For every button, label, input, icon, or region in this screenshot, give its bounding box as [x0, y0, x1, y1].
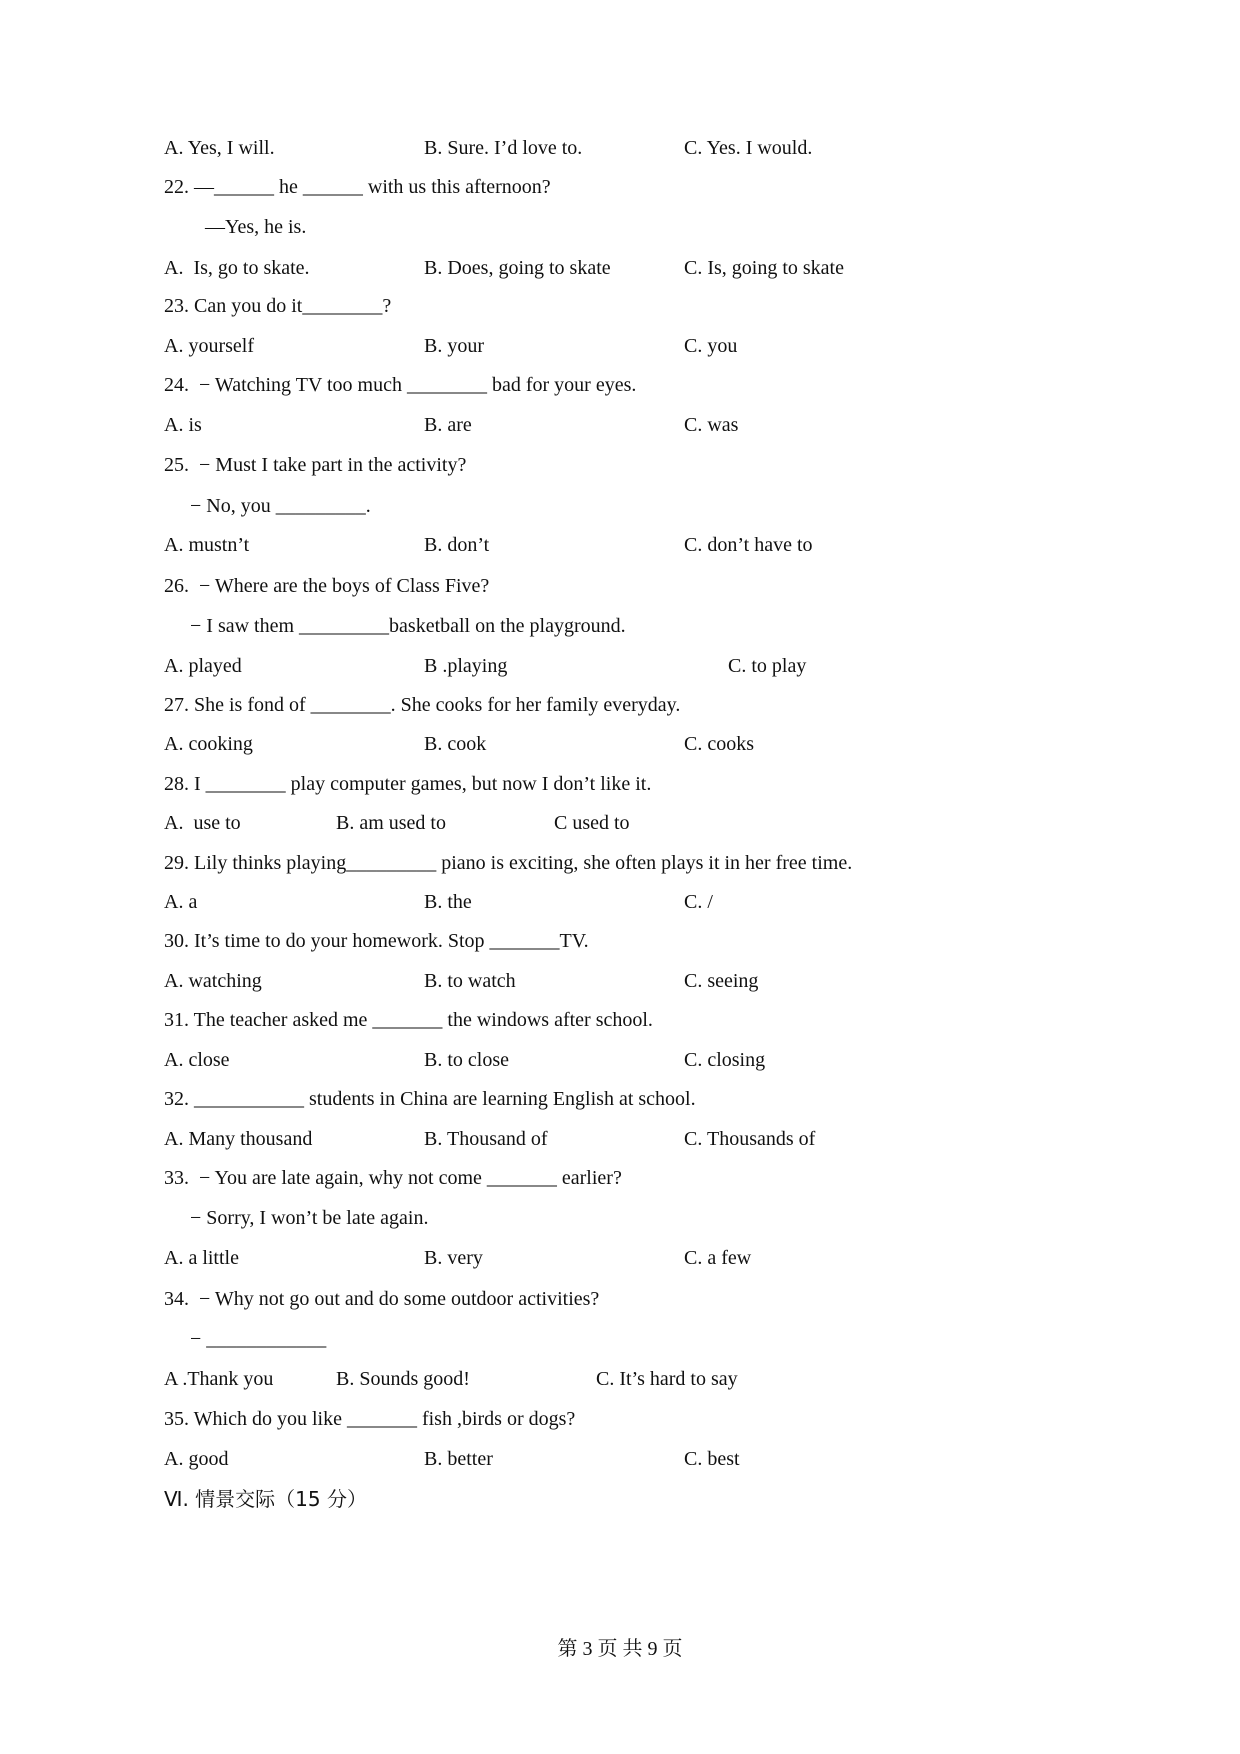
option-c: C. was	[684, 414, 739, 436]
option-c: C. seeing	[684, 970, 759, 992]
option-a: A. yourself	[164, 335, 254, 357]
page-footer: 第 3 页 共 9 页	[557, 1638, 683, 1660]
option-b: B. Sounds good!	[336, 1368, 470, 1390]
question-31: 31. The teacher asked me _______ the windows after school.	[164, 1009, 653, 1031]
question-24: 24. − Watching TV too much ________ bad for your eyes.	[164, 374, 637, 396]
option-a: A. a little	[164, 1247, 239, 1269]
option-c: C. closing	[684, 1049, 766, 1071]
question-28: 28. I ________ play computer games, but now I don’t like it.	[164, 773, 652, 795]
option-c: C. you	[684, 335, 738, 357]
dialog-line: —Yes, he is.	[205, 216, 307, 238]
dialog-line: − I saw them _________basketball on the playground.	[190, 615, 626, 637]
section-heading: Ⅵ. 情景交际（15 分）	[164, 1487, 367, 1511]
option-a: A. a	[164, 891, 198, 913]
option-a: A. close	[164, 1049, 230, 1071]
question-23: 23. Can you do it________?	[164, 295, 392, 317]
question-33: 33. − You are late again, why not come _______ earlier?	[164, 1167, 622, 1189]
question-34: 34. − Why not go out and do some outdoor activities?	[164, 1288, 600, 1310]
option-c: C. to play	[728, 655, 807, 677]
option-a: A. cooking	[164, 733, 253, 755]
option-b: B. am used to	[336, 812, 446, 834]
option-b: B. to close	[424, 1049, 509, 1071]
question-27: 27. She is fond of ________. She cooks for her family everyday.	[164, 694, 681, 716]
option-c: C. It’s hard to say	[596, 1368, 738, 1390]
dialog-line: − ____________	[190, 1328, 327, 1350]
question-35: 35. Which do you like _______ fish ,birds or dogs?	[164, 1408, 576, 1430]
option-a: A. is	[164, 414, 202, 436]
option-c: C. don’t have to	[684, 534, 813, 556]
option-a: A. Many thousand	[164, 1128, 313, 1150]
question-22: 22. —______ he ______ with us this afternoon?	[164, 176, 551, 198]
option-a: A .Thank you	[164, 1368, 274, 1390]
question-26: 26. − Where are the boys of Class Five?	[164, 575, 490, 597]
option-c: C. best	[684, 1448, 740, 1470]
option-a: A. watching	[164, 970, 262, 992]
option-c: C used to	[554, 812, 630, 834]
option-b: B. better	[424, 1448, 493, 1470]
option-a: A. Is, go to skate.	[164, 257, 310, 279]
option-b: B. very	[424, 1247, 483, 1269]
option-c: C. Thousands of	[684, 1128, 816, 1150]
option-b: B .playing	[424, 655, 508, 677]
option-a: A. use to	[164, 812, 241, 834]
option-b: B. cook	[424, 733, 487, 755]
option-b: B. to watch	[424, 970, 516, 992]
option-a: A. mustn’t	[164, 534, 250, 556]
dialog-line: − Sorry, I won’t be late again.	[190, 1207, 429, 1229]
question-25: 25. − Must I take part in the activity?	[164, 454, 467, 476]
option-b: B. Sure. I’d love to.	[424, 137, 583, 159]
question-29: 29. Lily thinks playing_________ piano is exciting, she often plays it in her free time.	[164, 852, 853, 874]
option-a: A. good	[164, 1448, 229, 1470]
option-c: C. cooks	[684, 733, 754, 755]
option-b: B. your	[424, 335, 484, 357]
option-b: B. the	[424, 891, 472, 913]
option-b: B. are	[424, 414, 472, 436]
dialog-line: − No, you _________.	[190, 495, 371, 517]
option-c: C. Is, going to skate	[684, 257, 844, 279]
question-32: 32. ___________ students in China are learning English at school.	[164, 1088, 696, 1110]
option-b: B. don’t	[424, 534, 490, 556]
option-a: A. Yes, I will.	[164, 137, 275, 159]
option-c: C. /	[684, 891, 713, 913]
option-b: B. Does, going to skate	[424, 257, 611, 279]
option-b: B. Thousand of	[424, 1128, 548, 1150]
option-c: C. Yes. I would.	[684, 137, 813, 159]
option-c: C. a few	[684, 1247, 752, 1269]
question-30: 30. It’s time to do your homework. Stop _______TV.	[164, 930, 589, 952]
option-a: A. played	[164, 655, 242, 677]
